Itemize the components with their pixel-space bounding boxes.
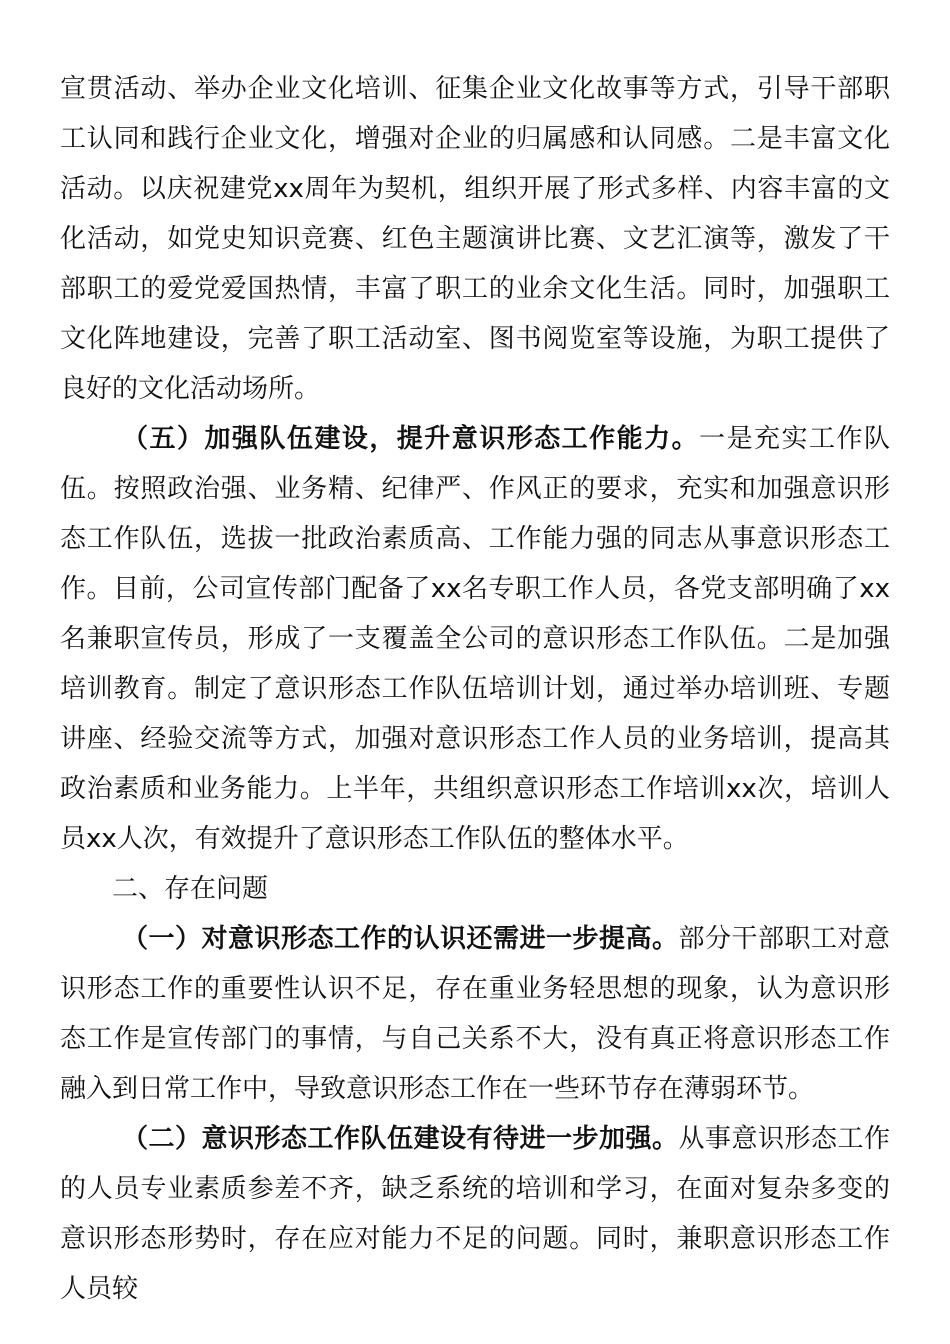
paragraph-body-problem-two: 从事意识形态工作的人员专业素质参差不齐，缺乏系统的培训和学习，在面对复杂多变的意识形态形势时，存在应对能力不足的问题。同时，兼职意识形态工作人员较 (60, 1124, 890, 1304)
paragraph-culture-activities: 宣贯活动、举办企业文化培训、征集企业文化故事等方式，引导干部职工认同和践行企业文化，增强对企业的归属感和认同感。二是丰富文化活动。以庆祝建党xx周年为契机，组织开展了形式多样、内容丰富的文化活动，如党史知识竞赛、红色主题演讲比赛、文艺汇演等，激发了干部职工的爱党爱国热情，丰富了职工的业余文化生活。同时，加强职工文化阵地建设，完善了职工活动室、图书阅览室等设施，为职工提供了良好的文化活动场所。 (60, 74, 890, 404)
section-heading-problems: 二、存在问题 (112, 874, 269, 904)
paragraph-problem-two (60, 1114, 890, 1314)
paragraph-lead-five: （五）加强队伍建设，提升意识形态工作能力。 (122, 424, 700, 454)
document-page (60, 64, 890, 1314)
paragraph-lead-problem-one: （一）对意识形态工作的认识还需进一步提高。 (122, 924, 679, 954)
paragraph-team-building (60, 414, 890, 864)
paragraph-body-five: 一是充实工作队伍。按照政治强、业务精、纪律严、作风正的要求，充实和加强意识形态工作队伍，选拔一批政治素质高、工作能力强的同志从事意识形态工作。目前，公司宣传部门配备了xx名专职工作人员，各党支部明确了xx名兼职宣传员，形成了一支覆盖全公司的意识形态工作队伍。二是加强培训教育。制定了意识形态工作队伍培训计划，通过举办培训班、专题讲座、经验交流等方式，加强对意识形态工作人员的业务培训，提高其政治素质和业务能力。上半年，共组织意识形态工作培训xx次，培训人员xx人次，有效提升了意识形态工作队伍的整体水平。 (60, 424, 890, 854)
paragraph-body-problem-one: 部分干部职工对意识形态工作的重要性认识不足，存在重业务轻思想的现象，认为意识形态工作是宣传部门的事情，与自己关系不大，没有真正将意识形态工作融入到日常工作中，导致意识形态工作在一些环节存在薄弱环节。 (60, 924, 890, 1104)
paragraph-lead-problem-two: （二）意识形态工作队伍建设有待进一步加强。 (122, 1124, 679, 1154)
paragraph-problem-one (60, 914, 890, 1114)
